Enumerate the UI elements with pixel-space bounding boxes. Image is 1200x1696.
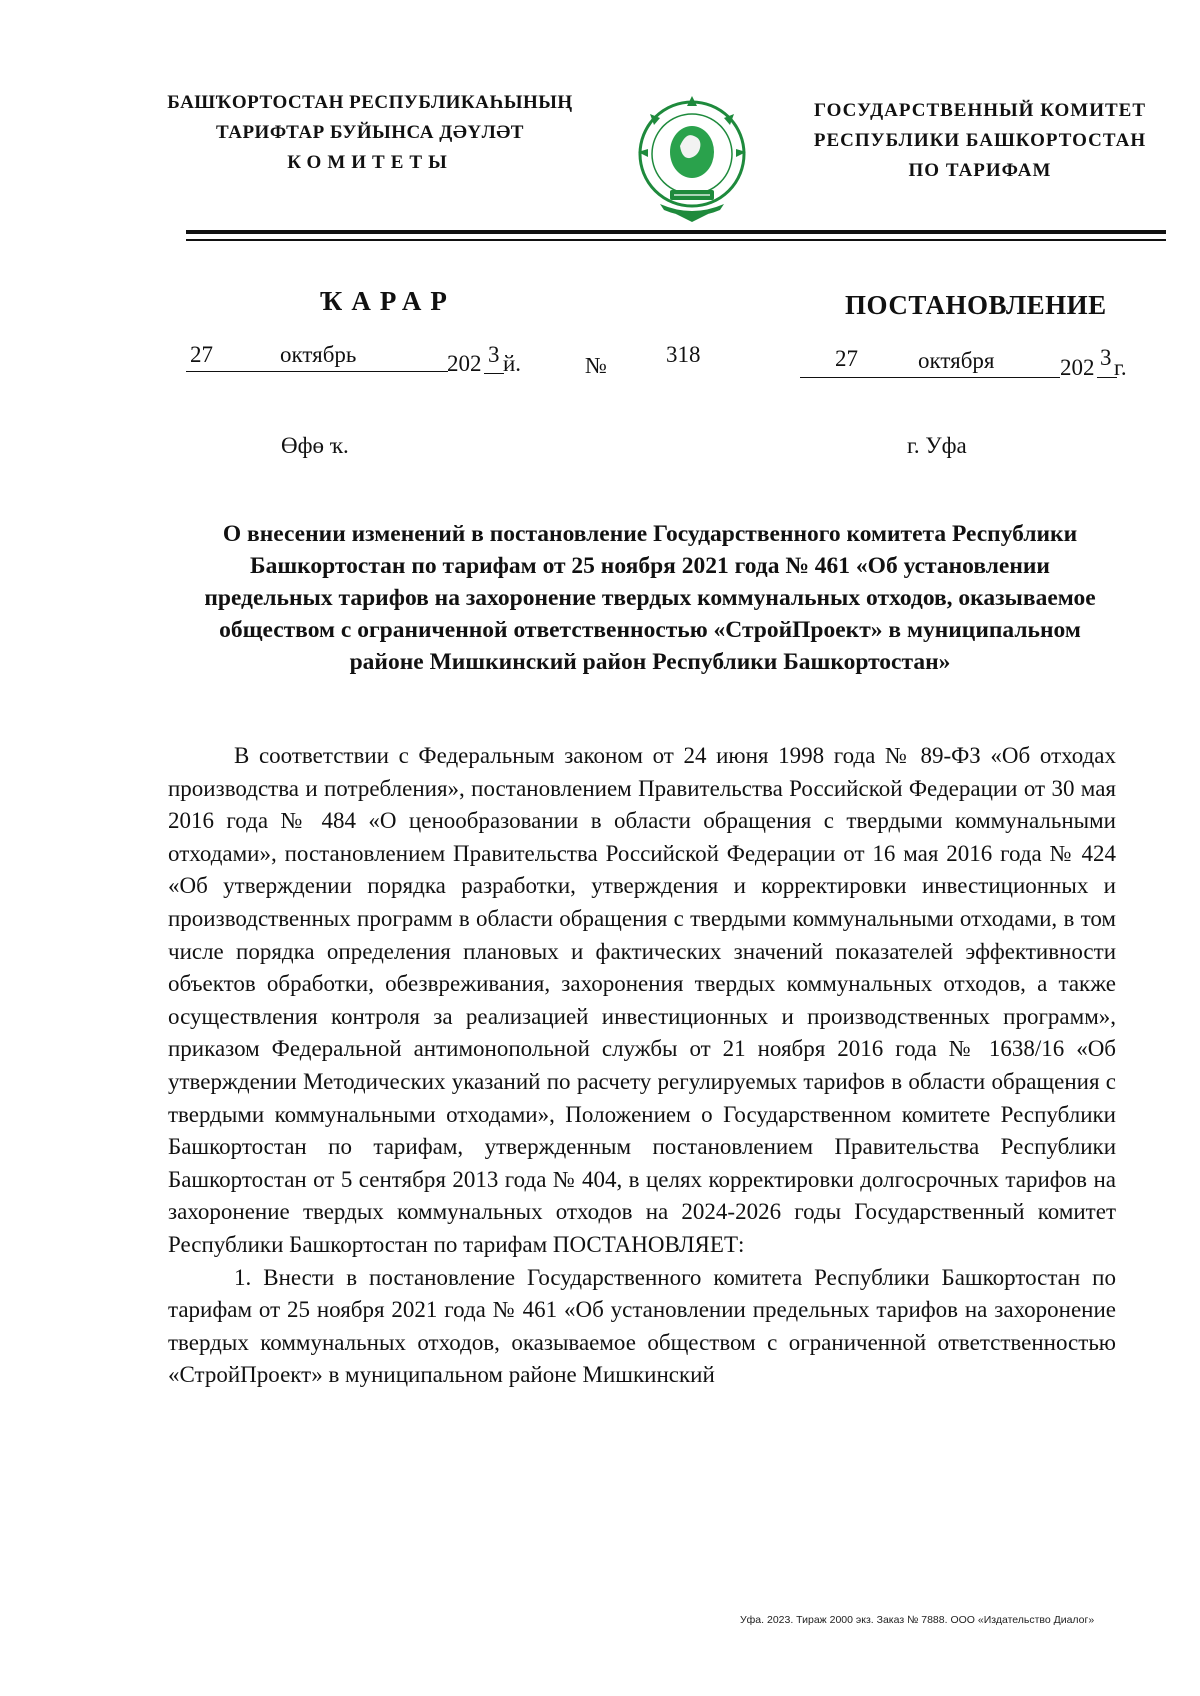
date-right-day: 27 <box>835 346 858 371</box>
date-left-day: 27 <box>190 342 213 367</box>
header-thick-rule <box>186 230 1166 234</box>
date-left-month: октябрь <box>280 342 357 367</box>
city-russian: г. Уфа <box>907 433 967 458</box>
bashkortostan-emblem-icon <box>630 92 754 224</box>
header-left-line-3: КОМИТЕТЫ <box>287 152 453 173</box>
city-bashkir: Өфө ҡ. <box>281 433 349 458</box>
body-paragraph-preamble: В соответствии с Федеральным законом от 24 июня 1998 года № 89-ФЗ «Об отходах производства и потребления», постановлением Правительства Российской Федерации от 30 мая 2016 года № 484 «О ценообразовании в области обращения с твердыми коммунальными отходами», постановлением Правительства Российской Федерации от 16 мая 2016 года № 424 «Об утверждении порядка разработки, утверждения и корректировки инвестиционных и производственных программ в области обращения с твердыми коммунальными отходами, в том числе порядка определения плановых и фактических значений показателей эффективности объектов обработки, обезвреживания, захоронения твердых коммунальных отходов, а также осуществления контроля за реализацией инвестиционных и производственных программ», приказом Федеральной антимонопольной службы от 21 ноября 2016 года № 1638/16 «Об утверждении Методических указаний по расчету регулируемых тарифов в области обращения с твердыми коммунальными отходами», Положением о Государственном комитете Республики Башкортостан по тарифам, утвержденным постановлением Правительства Республики Башкортостан от 5 сентября 2013 года № 404, в целях корректировки долгосрочных тарифов на захоронение твердых коммунальных отходов на 2024-2026 годы Государственный комитет Республики Башкортостан по тарифам ПОСТАНОВЛЯЕТ: <box>168 743 1116 1257</box>
header-right-line-2: РЕСПУБЛИКИ БАШКОРТОСТАН <box>813 130 1147 151</box>
document-body <box>168 740 1116 1392</box>
date-left-year-underline <box>484 373 504 374</box>
header-thin-rule <box>186 239 1166 241</box>
document-number: 318 <box>666 342 701 367</box>
number-sign: № <box>585 353 607 378</box>
date-right-underline <box>800 377 1060 378</box>
date-right-year-suffix: г. <box>1114 355 1127 380</box>
header-right-org-name <box>780 96 1180 186</box>
date-left-year-suffix: й. <box>503 351 522 376</box>
header-right-line-3: ПО ТАРИФАМ <box>908 160 1052 181</box>
print-footer: Уфа. 2023. Тираж 2000 экз. Заказ № 7888. ООО «Издательство Диалог» <box>740 1614 1095 1626</box>
date-left-underline <box>186 371 448 372</box>
body-paragraph-item-1: 1. Внести в постановление Государственного комитета Республики Башкортостан по тарифам от 25 ноября 2021 года № 461 «Об установлении предельных тарифов на захоронение твердых коммунальных отходов, оказываемое обществом с ограниченной ответственностью «СтройПроект» в муниципальном районе Мишкинский <box>168 1264 1116 1388</box>
date-left-year-prefix: 202 <box>447 351 482 376</box>
date-left-year-digit: 3 <box>488 342 500 367</box>
doc-type-russian: ПОСТАНОВЛЕНИЕ <box>845 290 1107 320</box>
date-right-month: октября <box>918 348 995 373</box>
header-right-line-1: ГОСУДАРСТВЕННЫЙ КОМИТЕТ <box>813 100 1147 121</box>
header-left-org-name <box>150 88 590 178</box>
doc-type-bashkir: ҠАРАР <box>320 286 456 316</box>
date-right-year-prefix: 202 <box>1060 355 1095 380</box>
header-left-line-1: БАШҠОРТОСТАН РЕСПУБЛИКАҺЫНЫҢ <box>167 92 573 113</box>
date-right-year-digit: 3 <box>1100 345 1112 370</box>
document-title: О внесении изменений в постановление Государственного комитета Республики Башкортостан по тарифам от 25 ноября 2021 года № 461 «Об установлении предельных тарифов на захоронение твердых коммунальных отходов, оказываемое обществом с ограниченной ответственностью «СтройПроект» в муниципальном районе Мишкинский район Республики Башкортостан» <box>204 521 1096 675</box>
header-left-line-2: ТАРИФТАР БУЙЫНСА ДӘҮЛӘТ <box>216 122 524 143</box>
